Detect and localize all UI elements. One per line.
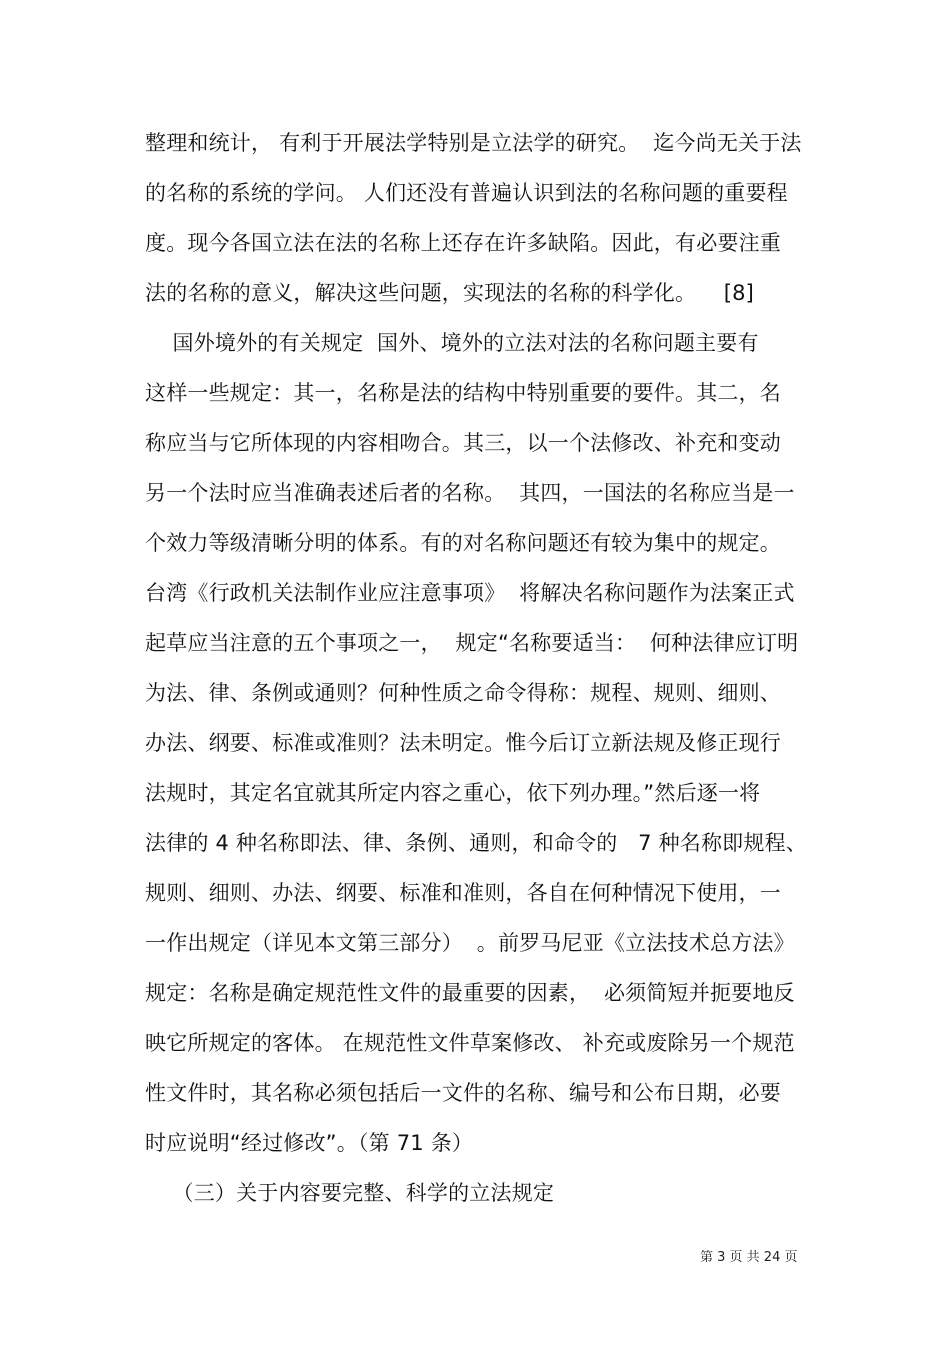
body-text-line: 法的名称的意义，解决这些问题，实现法的名称的科学化。 [8] <box>145 281 755 305</box>
body-text-line: 称应当与它所体现的内容相吻合。其三，以一个法修改、补充和变动 <box>145 431 781 455</box>
body-text-line: 法律的 4 种名称即法、律、条例、通则，和命令的 7 种名称即规程、 <box>145 831 807 855</box>
body-text-line: 整理和统计， 有利于开展法学特别是立法学的研究。 迄今尚无关于法 <box>145 131 802 155</box>
body-text-line: 映它所规定的客体。 在规范性文件草案修改、 补充或废除另一个规范 <box>145 1031 795 1055</box>
page-number: 第 3 页 共 24 页 <box>700 1250 798 1265</box>
body-text-line: 为法、律、条例或通则？何种性质之命令得称：规程、规则、细则、 <box>145 681 781 705</box>
body-text-line: 规定：名称是确定规范性文件的最重要的因素， 必须简短并扼要地反 <box>145 981 795 1005</box>
body-text-line: 起草应当注意的五个事项之一， 规定“名称要适当： 何种法律应订明 <box>145 631 799 655</box>
body-text-line: 法规时，其定名宜就其所定内容之重心，依下列办理。”然后逐一将 <box>145 781 761 805</box>
body-text-line: 台湾《行政机关法制作业应注意事项》 将解决名称问题作为法案正式 <box>145 581 795 605</box>
body-text-line: 这样一些规定：其一，名称是法的结构中特别重要的要件。其二，名 <box>145 381 781 405</box>
body-text-line: 性文件时，其名称必须包括后一文件的名称、编号和公布日期，必要 <box>145 1081 781 1105</box>
body-text-line: 时应说明“经过修改”。（第 71 条） <box>145 1131 474 1155</box>
body-text-line: 度。现今各国立法在法的名称上还存在许多缺陷。因此，有必要注重 <box>145 231 781 255</box>
body-text-line: 的名称的系统的学问。 人们还没有普遍认识到法的名称问题的重要程 <box>145 181 788 205</box>
body-text-line: 规则、细则、办法、纲要、标准和准则，各自在何种情况下使用，一 <box>145 881 781 905</box>
subsection-heading-line: （三）关于内容要完整、科学的立法规定 <box>145 1181 555 1205</box>
body-text-line: 另一个法时应当准确表述后者的名称。 其四，一国法的名称应当是一 <box>145 481 795 505</box>
body-text-line: 办法、纲要、标准或准则？法未明定。惟今后订立新法规及修正现行 <box>145 731 781 755</box>
body-text-line: 一作出规定（详见本文第三部分） 。前罗马尼亚《立法技术总方法》 <box>145 931 795 955</box>
section-heading-line: 国外境外的有关规定 国外、境外的立法对法的名称问题主要有 <box>145 331 759 355</box>
body-text-line: 个效力等级清晰分明的体系。有的对名称问题还有较为集中的规定。 <box>145 531 781 555</box>
